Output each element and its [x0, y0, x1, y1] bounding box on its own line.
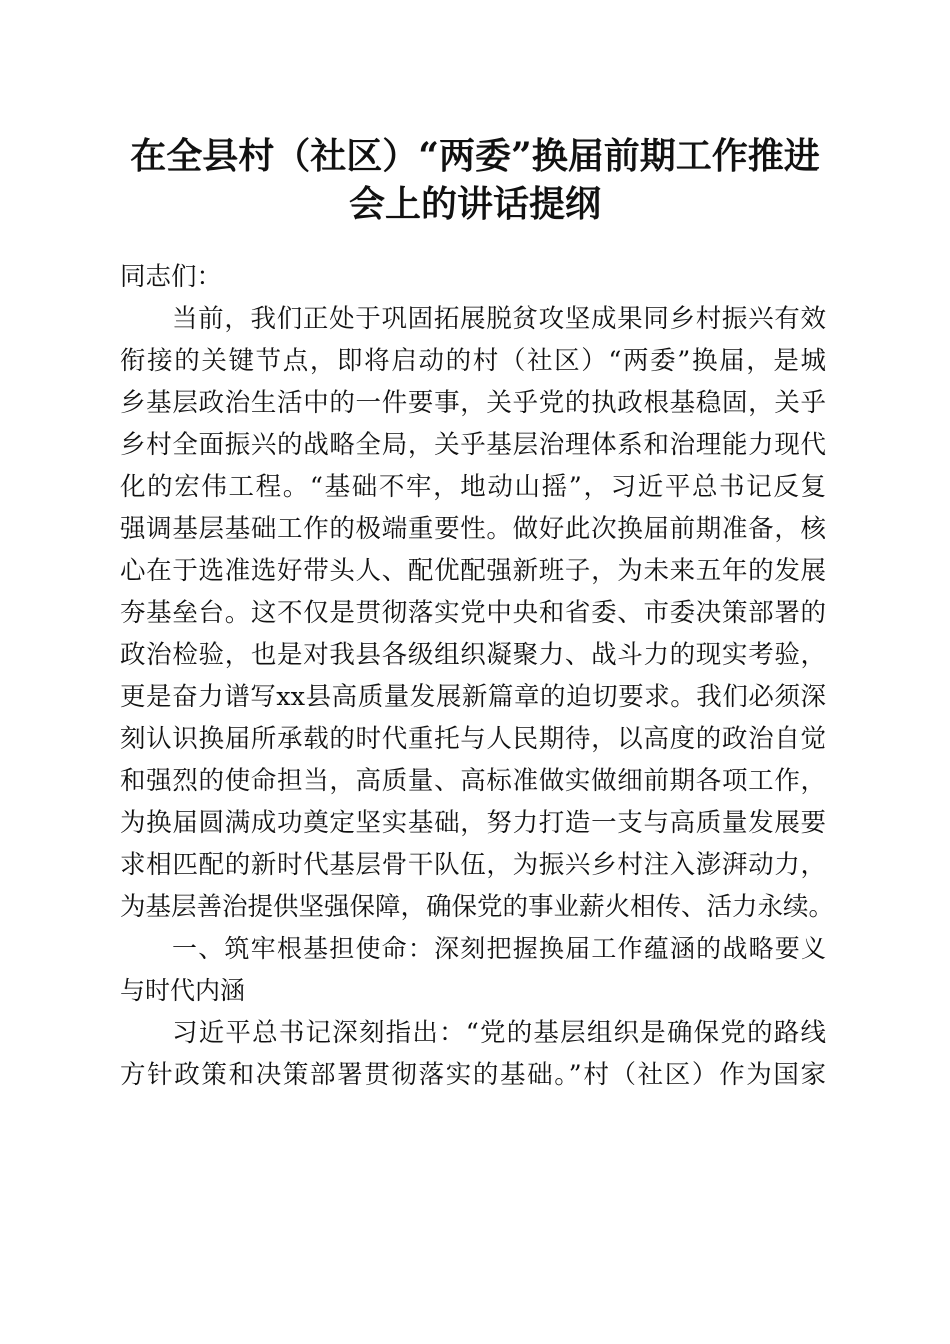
paragraph-line: 心在于选准选好带头人、配优配强新班子，为未来五年的发展 [120, 556, 826, 586]
section-heading-line: 一、筑牢根基担使命：深刻把握换届工作蕴涵的战略要义 [172, 934, 826, 963]
paragraph-line: 乡基层政治生活中的一件要事，关乎党的执政根基稳固，关乎 [120, 388, 826, 418]
paragraph-line: 衔接的关键节点，即将启动的村（社区）“两委”换届，是城 [120, 346, 826, 376]
paragraph-line: 方针政策和决策部署贯彻落实的基础。”村（社区）作为国家 [120, 1060, 826, 1090]
document-body [120, 256, 835, 1096]
section-heading-line: 与时代内涵 [120, 976, 246, 1005]
paragraph-line: 刻认识换届所承载的时代重托与人民期待，以高度的政治自觉 [120, 724, 826, 754]
title-line-2: 会上的讲话提纲 [348, 183, 601, 225]
paragraph-line: 当前，我们正处于巩固拓展脱贫攻坚成果同乡村振兴有效 [172, 304, 826, 334]
title-line-1: 在全县村（社区）“两委”换届前期工作推进 [130, 135, 820, 177]
paragraph-section-1 [120, 1012, 826, 1096]
paragraph-line: 政治检验，也是对我县各级组织凝聚力、战斗力的现实考验， [120, 640, 826, 670]
salutation: 同志们： [120, 262, 223, 292]
paragraph-line: 为基层善治提供坚强保障，确保党的事业薪火相传、活力永续。 [120, 892, 835, 922]
paragraph-line: 乡村全面振兴的战略全局，关乎基层治理体系和治理能力现代 [120, 430, 826, 460]
paragraph-line: 化的宏伟工程。“基础不牢，地动山摇”，习近平总书记反复 [120, 472, 826, 502]
paragraph-line: 为换届圆满成功奠定坚实基础，努力打造一支与高质量发展要 [120, 808, 826, 838]
paragraph-line: 更是奋力谱写xx县高质量发展新篇章的迫切要求。我们必须深 [120, 682, 826, 712]
document-title [110, 132, 840, 228]
paragraph-line: 习近平总书记深刻指出：“党的基层组织是确保党的路线 [172, 1018, 826, 1048]
section-heading-1 [120, 928, 826, 1012]
paragraph-line: 夯基垒台。这不仅是贯彻落实党中央和省委、市委决策部署的 [120, 598, 826, 628]
paragraph-line: 强调基层基础工作的极端重要性。做好此次换届前期准备，核 [120, 514, 826, 544]
paragraph-intro [120, 298, 835, 928]
paragraph-line: 和强烈的使命担当，高质量、高标准做实做细前期各项工作， [120, 766, 826, 796]
paragraph-line: 求相匹配的新时代基层骨干队伍，为振兴乡村注入澎湃动力， [120, 850, 826, 880]
